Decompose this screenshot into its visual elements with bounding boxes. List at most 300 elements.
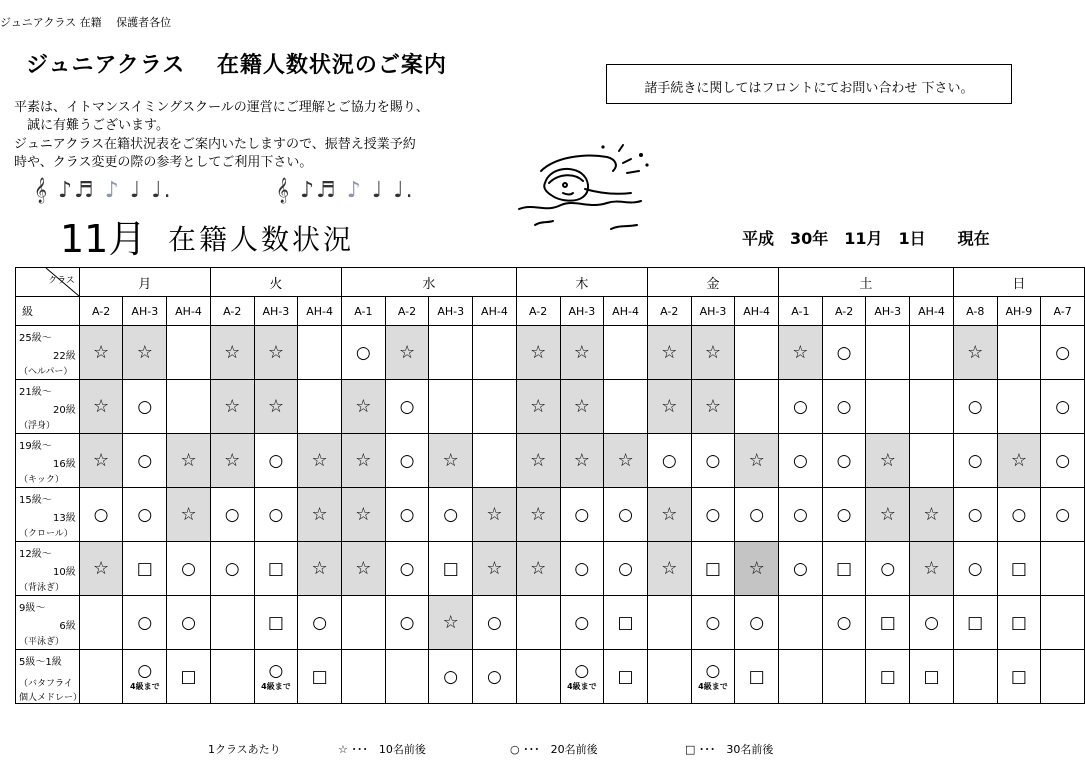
circle-mark: ○: [749, 613, 765, 633]
star-mark: ☆: [311, 558, 328, 579]
availability-cell: [953, 488, 997, 542]
availability-cell: [647, 596, 691, 650]
availability-cell: [385, 326, 429, 380]
availability-cell: [822, 542, 866, 596]
availability-cell: [910, 380, 954, 434]
availability-cell: [691, 650, 735, 704]
availability-cell: [79, 326, 123, 380]
star-mark: ☆: [93, 558, 110, 579]
circle-mark: ○: [836, 397, 852, 417]
grade-row: [16, 542, 1085, 596]
availability-cell: [385, 596, 429, 650]
availability-cell: [604, 326, 648, 380]
grade-row: [16, 380, 1085, 434]
availability-cell: [79, 650, 123, 704]
availability-cell: [341, 542, 385, 596]
grade-label: [16, 434, 80, 488]
availability-cell: [604, 434, 648, 488]
star-mark: ☆: [224, 450, 241, 471]
availability-cell: [429, 596, 473, 650]
availability-cell: [210, 434, 254, 488]
circle-mark: ○: [312, 613, 328, 633]
availability-cell: [560, 596, 604, 650]
availability-cell: [298, 380, 342, 434]
circle-mark: ○: [705, 451, 721, 471]
availability-cell: [210, 596, 254, 650]
availability-cell: [735, 326, 779, 380]
square-mark: □: [311, 667, 328, 687]
class-header: AH-3: [254, 297, 298, 326]
availability-cell: [735, 488, 779, 542]
availability-cell: [385, 488, 429, 542]
availability-cell: [779, 650, 823, 704]
grade-limit-note: 4級まで: [698, 682, 728, 691]
star-mark: ☆: [267, 396, 284, 417]
star-mark: ☆: [355, 558, 372, 579]
availability-cell: [385, 650, 429, 704]
grade-stroke-name: （平泳ぎ）: [19, 637, 65, 647]
circle-mark: ○: [487, 613, 502, 633]
music-notes-decoration-left: 𝄞 ♪♬ ♪ ♩ ♩.: [34, 178, 173, 203]
grade-stroke-name: （キック）: [19, 475, 64, 485]
month-title: 在籍人数状況: [168, 223, 355, 256]
star-mark: ☆: [792, 342, 809, 363]
circle-mark: ○: [967, 505, 983, 525]
circle-mark: ○: [967, 451, 983, 471]
star-mark: ☆: [355, 450, 372, 471]
availability-cell: [735, 650, 779, 704]
circle-mark: ○: [181, 559, 196, 579]
class-header: A-2: [79, 297, 123, 326]
availability-cell: [341, 434, 385, 488]
availability-cell: [866, 542, 910, 596]
as-of-date: 平成 30年 11月 1日 現在: [742, 229, 990, 248]
availability-cell: [123, 380, 167, 434]
square-mark: □: [704, 559, 721, 579]
star-mark: ☆: [224, 342, 241, 363]
class-header: A-1: [341, 297, 385, 326]
grade-row: [16, 326, 1085, 380]
availability-cell: [210, 380, 254, 434]
grade-label: [16, 596, 80, 650]
grade-range-start: 15級～: [19, 495, 52, 506]
circle-mark: ○: [399, 559, 415, 579]
star-mark: ☆: [93, 450, 110, 471]
circle-mark: ○: [137, 613, 153, 633]
grade-range-start: 21級～: [19, 387, 52, 398]
availability-cell: [516, 596, 560, 650]
star-mark: ☆: [661, 558, 678, 579]
grade-limit-note: 4級まで: [130, 682, 160, 691]
grade-row: [16, 650, 1085, 704]
intro-line-1: 平素は、イトマンスイミングスクールの運営にご理解とご協力を賜り、: [14, 100, 429, 115]
star-mark: ☆: [530, 396, 547, 417]
availability-cell: [473, 326, 517, 380]
availability-cell: [473, 596, 517, 650]
square-mark: □: [267, 559, 284, 579]
availability-cell: [123, 542, 167, 596]
grade-stroke-name: （背泳ぎ）: [19, 583, 65, 593]
circle-mark: ○: [268, 661, 284, 681]
circle-mark: ○: [1055, 343, 1071, 363]
availability-cell: [429, 650, 473, 704]
availability-cell: [123, 488, 167, 542]
availability-cell: [647, 326, 691, 380]
availability-cell: [210, 650, 254, 704]
class-header: AH-3: [560, 297, 604, 326]
notice-text: 諸手続きに関してはフロントにてお問い合わせ 下さい。: [644, 81, 974, 96]
availability-cell: [822, 380, 866, 434]
availability-cell: [691, 596, 735, 650]
availability-cell: [123, 596, 167, 650]
availability-cell: [604, 380, 648, 434]
circle-mark: ○: [1055, 397, 1071, 417]
circle-mark: ○: [705, 505, 721, 525]
availability-cell: [779, 542, 823, 596]
star-mark: ☆: [617, 450, 634, 471]
circle-mark: ○: [1055, 505, 1071, 525]
availability-cell: [691, 542, 735, 596]
intro-line-2: 誠に有難うございます。: [14, 118, 169, 133]
availability-cell: [735, 434, 779, 488]
availability-cell: [79, 434, 123, 488]
availability-cell: [560, 488, 604, 542]
availability-cell: [997, 326, 1041, 380]
availability-cell: [866, 488, 910, 542]
circle-mark: ○: [967, 397, 983, 417]
circle-mark: ○: [836, 451, 852, 471]
availability-cell: [167, 650, 211, 704]
availability-cell: [735, 596, 779, 650]
star-mark: ☆: [530, 450, 547, 471]
class-header: AH-4: [735, 297, 779, 326]
square-mark: □: [836, 559, 853, 579]
circle-mark: ○: [137, 661, 153, 681]
star-mark: ☆: [530, 342, 547, 363]
availability-cell: [385, 542, 429, 596]
grade-range-start: 5級～1級: [19, 657, 62, 668]
star-mark: ☆: [486, 504, 503, 525]
grade-range-end: 13級: [53, 513, 76, 524]
circle-mark: ○: [443, 505, 459, 525]
availability-cell: [647, 542, 691, 596]
circle-mark: ○: [574, 559, 590, 579]
star-mark: ☆: [923, 504, 940, 525]
grade-label: [16, 326, 80, 380]
availability-cell: [953, 326, 997, 380]
class-header: AH-3: [866, 297, 910, 326]
star-mark: ☆: [661, 342, 678, 363]
circle-mark: ○: [574, 661, 590, 681]
availability-cell: [910, 488, 954, 542]
star-mark: ☆: [93, 396, 110, 417]
day-header: 土: [779, 268, 954, 297]
class-header: AH-3: [691, 297, 735, 326]
availability-cell: [298, 488, 342, 542]
availability-cell: [910, 596, 954, 650]
day-header: 金: [647, 268, 778, 297]
circle-mark: ○: [93, 505, 109, 525]
availability-cell: [822, 434, 866, 488]
star-mark: ☆: [180, 504, 197, 525]
class-header: AH-4: [167, 297, 211, 326]
availability-cell: [210, 488, 254, 542]
availability-cell: [997, 650, 1041, 704]
grade-stroke-name-2: 個人メドレー）: [19, 693, 83, 703]
grade-range-end: 6級: [59, 621, 76, 632]
availability-cell: [910, 542, 954, 596]
square-mark: □: [967, 613, 984, 633]
circle-mark: ○: [399, 451, 415, 471]
circle-mark: ○: [618, 559, 633, 579]
availability-cell: [953, 380, 997, 434]
availability-cell: [866, 596, 910, 650]
grade-limit-note: 4級まで: [567, 682, 597, 691]
grade-range-start: 12級～: [19, 549, 52, 560]
availability-cell: [429, 542, 473, 596]
square-mark: □: [923, 667, 940, 687]
availability-cell: [647, 488, 691, 542]
availability-cell: [79, 596, 123, 650]
availability-cell: [516, 326, 560, 380]
availability-cell: [691, 488, 735, 542]
availability-cell: [167, 488, 211, 542]
star-mark: ☆: [879, 450, 896, 471]
availability-cell: [779, 596, 823, 650]
availability-cell: [473, 380, 517, 434]
intro-line-3: ジュニアクラス在籍状況表をご案内いたしますので、振替え授業予約: [14, 137, 416, 152]
availability-cell: [254, 650, 298, 704]
availability-cell: [516, 380, 560, 434]
circle-mark: ○: [268, 505, 284, 525]
grade-label: [16, 488, 80, 542]
availability-cell: [167, 380, 211, 434]
availability-cell: [79, 380, 123, 434]
class-header: AH-9: [997, 297, 1041, 326]
availability-cell: [779, 380, 823, 434]
availability-cell: [604, 650, 648, 704]
square-mark: □: [136, 559, 153, 579]
availability-cell: [254, 326, 298, 380]
circle-mark: ○: [661, 451, 677, 471]
grade-range-start: 25級～: [19, 333, 52, 344]
availability-cell: [822, 596, 866, 650]
availability-cell: [385, 434, 429, 488]
grade-stroke-name: （ヘルパー）: [19, 367, 73, 377]
star-mark: ☆: [748, 558, 765, 579]
circle-mark: ○: [836, 613, 852, 633]
availability-cell: [604, 542, 648, 596]
grade-header: 級: [16, 297, 80, 326]
availability-cell: [473, 434, 517, 488]
day-header: 日: [953, 268, 1084, 297]
availability-cell: [298, 650, 342, 704]
availability-cell: [1041, 596, 1085, 650]
class-header: A-2: [210, 297, 254, 326]
availability-cell: [79, 542, 123, 596]
class-header: AH-4: [298, 297, 342, 326]
enrollment-table: [15, 267, 1085, 704]
availability-cell: [953, 434, 997, 488]
star-mark: ☆: [136, 342, 153, 363]
grade-stroke-name: （バタフライ: [19, 679, 73, 689]
star-mark: ☆: [879, 504, 896, 525]
availability-cell: [167, 596, 211, 650]
availability-cell: [254, 488, 298, 542]
availability-cell: [473, 542, 517, 596]
grade-row: [16, 434, 1085, 488]
circle-mark: ○: [792, 559, 808, 579]
availability-cell: [953, 542, 997, 596]
availability-cell: [167, 434, 211, 488]
circle-mark: ○: [1011, 505, 1027, 525]
availability-cell: [822, 488, 866, 542]
music-notes-decoration-right: 𝄞 ♪♬ ♪ ♩ ♩.: [276, 178, 415, 203]
page-title: ジュニアクラス 在籍人数状況のご案内: [26, 53, 447, 78]
availability-cell: [254, 596, 298, 650]
availability-cell: [429, 380, 473, 434]
availability-cell: [516, 434, 560, 488]
square-mark: □: [442, 559, 459, 579]
star-mark: ☆: [923, 558, 940, 579]
star-mark: ☆: [573, 396, 590, 417]
availability-cell: [516, 650, 560, 704]
star-mark: ☆: [661, 504, 678, 525]
availability-cell: [691, 434, 735, 488]
square-mark: □: [267, 613, 284, 633]
star-mark: ☆: [180, 450, 197, 471]
class-header: A-1: [779, 297, 823, 326]
availability-cell: [647, 434, 691, 488]
star-mark: ☆: [311, 504, 328, 525]
availability-cell: [910, 434, 954, 488]
class-header: A-8: [953, 297, 997, 326]
star-mark: ☆: [311, 450, 328, 471]
legend-square: □ ･･･ 30名前後: [685, 743, 774, 756]
circle-mark: ○: [137, 505, 153, 525]
star-mark: ☆: [573, 450, 590, 471]
square-mark: □: [879, 613, 896, 633]
availability-cell: [866, 326, 910, 380]
class-header: AH-3: [429, 297, 473, 326]
circle-mark: ○: [792, 505, 808, 525]
availability-cell: [866, 650, 910, 704]
corner-cell: [16, 268, 80, 297]
availability-cell: [341, 650, 385, 704]
grade-label: [16, 650, 83, 704]
square-mark: □: [180, 667, 197, 687]
availability-cell: [997, 488, 1041, 542]
circle-mark: ○: [574, 613, 590, 633]
star-mark: ☆: [486, 558, 503, 579]
availability-cell: [953, 596, 997, 650]
circle-mark: ○: [618, 505, 633, 525]
intro-line-4: 時や、クラス変更の際の参考としてご利用下さい。: [14, 155, 313, 170]
legend-per-class: 1クラスあたり: [208, 743, 281, 756]
availability-cell: [473, 488, 517, 542]
star-mark: ☆: [355, 504, 372, 525]
notice-box: [606, 64, 1012, 104]
day-header: 水: [341, 268, 516, 297]
availability-cell: [385, 380, 429, 434]
availability-cell: [254, 434, 298, 488]
availability-cell: [691, 380, 735, 434]
square-mark: □: [748, 667, 765, 687]
circle-mark: ○: [487, 667, 502, 687]
circle-mark: ○: [224, 505, 240, 525]
availability-cell: [298, 542, 342, 596]
star-mark: ☆: [704, 342, 722, 363]
circle-mark: ○: [792, 451, 808, 471]
circle-mark: ○: [137, 451, 153, 471]
availability-cell: [779, 326, 823, 380]
availability-cell: [604, 596, 648, 650]
legend-star: ☆ ･･･ 10名前後: [338, 743, 426, 756]
availability-cell: [79, 488, 123, 542]
availability-cell: [341, 380, 385, 434]
star-mark: ☆: [442, 450, 459, 471]
star-mark: ☆: [442, 612, 459, 633]
square-mark: □: [1010, 613, 1027, 633]
availability-cell: [560, 380, 604, 434]
availability-cell: [429, 326, 473, 380]
star-mark: ☆: [93, 342, 110, 363]
grade-stroke-name: （クロール）: [19, 529, 73, 539]
circle-mark: ○: [924, 613, 939, 633]
availability-cell: [560, 650, 604, 704]
star-mark: ☆: [748, 450, 765, 471]
star-mark: ☆: [704, 396, 722, 417]
availability-cell: [254, 542, 298, 596]
circle-mark: ○: [749, 505, 765, 525]
availability-cell: [516, 542, 560, 596]
circle-mark: ○: [399, 397, 415, 417]
grade-range-end: 20級: [53, 405, 76, 416]
circle-mark: ○: [836, 343, 852, 363]
class-header: AH-3: [123, 297, 167, 326]
star-mark: ☆: [267, 342, 284, 363]
availability-cell: [997, 596, 1041, 650]
circle-mark: ○: [399, 613, 415, 633]
circle-mark: ○: [1055, 451, 1071, 471]
availability-cell: [167, 542, 211, 596]
circle-mark: ○: [268, 451, 284, 471]
star-mark: ☆: [661, 396, 678, 417]
class-header: AH-4: [910, 297, 954, 326]
availability-cell: [647, 650, 691, 704]
circle-mark: ○: [181, 613, 196, 633]
square-mark: □: [617, 613, 634, 633]
availability-cell: [1041, 326, 1085, 380]
availability-cell: [560, 326, 604, 380]
star-mark: ☆: [224, 396, 241, 417]
class-header: AH-4: [473, 297, 517, 326]
circle-mark: ○: [443, 667, 459, 687]
availability-cell: [210, 326, 254, 380]
circle-mark: ○: [224, 559, 240, 579]
availability-cell: [341, 326, 385, 380]
class-header: AH-4: [604, 297, 648, 326]
availability-cell: [123, 650, 167, 704]
availability-cell: [341, 488, 385, 542]
grade-row: [16, 596, 1085, 650]
availability-cell: [1041, 434, 1085, 488]
availability-cell: [167, 326, 211, 380]
availability-cell: [997, 380, 1041, 434]
square-mark: □: [1010, 559, 1027, 579]
availability-cell: [779, 488, 823, 542]
availability-cell: [1041, 650, 1085, 704]
